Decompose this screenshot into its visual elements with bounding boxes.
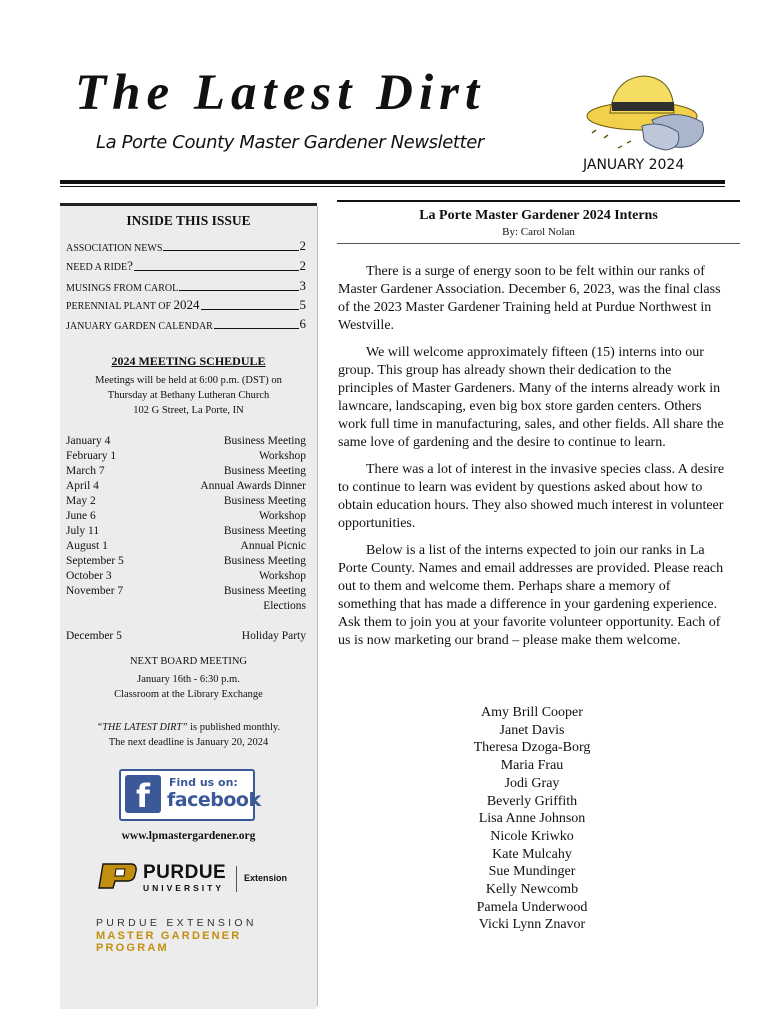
article-paragraph: There was a lot of interest in the invasive species class. A desire to continue to learn was evident by questions asked about how to obtain education hours. They also showed much interest in volunteer opportunities.	[338, 462, 725, 531]
sidebar	[60, 203, 317, 1009]
article-rule-thin	[337, 243, 740, 244]
toc-label: NEED A RIDE	[66, 262, 128, 273]
intern-list	[337, 704, 727, 934]
intern-name: Amy Brill Cooper	[481, 705, 583, 720]
schedule-row	[66, 449, 306, 464]
toc-page: 2	[299, 238, 306, 253]
board-meeting-location: Classroom at the Library Exchange	[114, 689, 263, 700]
schedule-event: Business Meeting	[223, 555, 306, 567]
schedule-row	[66, 434, 306, 449]
article-paragraph: There is a surge of energy soon to be felt within our ranks of Master Gardener Association. December 6, 2023, was the final class of the 2023 Master Gardener Training held at Purdue Northwest in Westville.	[338, 264, 721, 333]
schedule-row	[66, 524, 306, 539]
toc-label: ASSOCIATION NEWS	[66, 243, 163, 254]
intern-name: Kate Mulcahy	[492, 846, 572, 862]
schedule-row	[66, 539, 306, 554]
article-rule	[337, 200, 740, 202]
masthead-rule	[60, 180, 725, 184]
schedule-date: December 5	[66, 630, 122, 642]
schedule-date: January 4	[66, 435, 111, 447]
intern-name: Janet Davis	[499, 722, 565, 738]
publish-frequency: is published monthly.	[187, 722, 281, 733]
schedule-date: June 6	[66, 510, 96, 522]
intern-name: Theresa Dzoga-Borg	[473, 740, 591, 756]
schedule-event: Workshop	[259, 570, 306, 582]
article-paragraph: Below is a list of the interns expected to join our ranks in La Porte County. Names and email addresses are provided. Please reach out to them and welcome them. Perhaps share a memory of something that has made a difference in your gardening experience. Ask them to join you at your favorite volunteer opportunity. Each of us is now marketing our brand – please make them welcome.	[338, 543, 724, 648]
schedule-event: Elections	[263, 600, 306, 612]
schedule-event: Workshop	[259, 450, 306, 462]
publish-name: “THE LATEST DIRT”	[96, 722, 188, 733]
intern-name: Maria Frau	[500, 758, 564, 774]
intern-name: Pamela Underwood	[476, 899, 588, 915]
facebook-icon: f	[125, 775, 161, 813]
toc-item	[66, 258, 306, 274]
schedule-event: Annual Awards Dinner	[200, 480, 306, 492]
facebook-button[interactable]	[119, 769, 261, 821]
toc-label-suffix: ?	[127, 258, 133, 273]
toc-item	[66, 278, 306, 294]
article-body	[338, 263, 728, 659]
schedule-row	[66, 509, 306, 524]
website-link[interactable]: www.lpmastergardener.org	[121, 830, 256, 842]
intern-name: Sue Mundinger	[488, 864, 576, 880]
board-meeting-time: January 16th - 6:30 p.m.	[137, 674, 240, 685]
schedule-row	[66, 554, 306, 569]
meeting-info-line: Thursday at Bethany Lutheran Church	[107, 390, 270, 401]
toc-label: PERENNIAL PLANT OF	[66, 301, 174, 312]
schedule-event: Workshop	[259, 510, 306, 522]
schedule-row	[66, 479, 306, 494]
garden-hat-icon	[582, 58, 712, 158]
publish-deadline: The next deadline is January 20, 2024	[108, 737, 269, 748]
schedule-row	[66, 569, 306, 584]
schedule-event: Holiday Party	[241, 630, 306, 642]
purdue-extension: Extension	[244, 873, 288, 883]
article-byline: By: Carol Nolan	[502, 226, 575, 238]
logo-divider	[236, 866, 237, 892]
intern-name: Vicki Lynn Znavor	[478, 917, 586, 933]
schedule-event: Annual Picnic	[240, 540, 306, 552]
schedule-event: Business Meeting	[223, 585, 306, 597]
purdue-university: UNIVERSITY	[143, 883, 225, 893]
toc-item	[66, 238, 306, 254]
intern-name: Beverly Griffith	[486, 793, 578, 809]
facebook-find-label: Find us on:	[169, 776, 238, 789]
intern-name: Kelly Newcomb	[485, 882, 579, 898]
purdue-logo-icon	[97, 862, 137, 890]
intern-name: Lisa Anne Johnson	[478, 811, 586, 827]
intern-name: Nicole Kriwko	[490, 828, 574, 844]
toc-label: MUSINGS FROM CAROL	[66, 283, 179, 294]
toc-label: JANUARY GARDEN CALENDAR	[66, 321, 213, 332]
article-paragraph: We will welcome approximately fifteen (15) interns into our group. This group has already shown their dedication to the principles of Master Gardeners. Many of the interns already work in lawncare, landscaping, even big box store garden centers. Others work full time in manufacturing, sales, and other fields. All share the same love of gardening and the desire to continue to learn.	[338, 345, 724, 450]
meeting-info-line: 102 G Street, La Porte, IN	[133, 405, 244, 416]
schedule-row	[66, 494, 306, 509]
program-line-2: MASTER GARDENER PROGRAM	[96, 930, 242, 954]
issue-date: JANUARY 2024	[583, 157, 685, 173]
program-line-1: PURDUE EXTENSION	[96, 917, 257, 929]
purdue-name: PURDUE	[143, 862, 227, 883]
schedule-date: May 2	[66, 495, 96, 507]
toc-item	[66, 316, 306, 332]
intern-name: Jodi Gray	[504, 775, 560, 791]
schedule-date: September 5	[66, 555, 124, 567]
publish-note	[60, 720, 317, 735]
toc-page: 5	[299, 297, 306, 312]
schedule-event: Business Meeting	[223, 465, 306, 477]
facebook-label: facebook	[167, 789, 261, 811]
schedule-date: November 7	[66, 585, 124, 597]
schedule-row	[66, 599, 306, 614]
toc-page: 3	[299, 278, 306, 293]
schedule-date: October 3	[66, 570, 112, 582]
board-meeting-heading: NEXT BOARD MEETING	[129, 656, 248, 667]
schedule-date: March 7	[66, 465, 105, 477]
schedule-event: Business Meeting	[223, 435, 306, 447]
meeting-schedule-list	[66, 434, 306, 644]
schedule-row	[66, 629, 306, 644]
schedule-row	[66, 464, 306, 479]
schedule-event: Business Meeting	[223, 495, 306, 507]
schedule-row	[66, 584, 306, 599]
toc-label-suffix: 2024	[173, 297, 200, 312]
meeting-schedule-heading: 2024 MEETING SCHEDULE	[111, 354, 266, 368]
newsletter-subtitle: La Porte County Master Gardener Newsletter	[96, 132, 484, 153]
inside-issue-heading: INSIDE THIS ISSUE	[126, 213, 251, 228]
masthead-rule-thin	[60, 186, 725, 187]
newsletter-title: The Latest Dirt	[75, 65, 486, 121]
toc-item	[66, 297, 306, 313]
toc-page: 2	[299, 258, 306, 273]
meeting-info-line: Meetings will be held at 6:00 p.m. (DST) on	[95, 375, 282, 386]
article-title: La Porte Master Gardener 2024 Interns	[419, 208, 658, 223]
schedule-event: Business Meeting	[223, 525, 306, 537]
schedule-date: July 11	[66, 525, 100, 537]
schedule-date: February 1	[66, 450, 117, 462]
schedule-date: August 1	[66, 540, 108, 552]
schedule-date: April 4	[66, 480, 99, 492]
toc-page: 6	[299, 316, 306, 331]
